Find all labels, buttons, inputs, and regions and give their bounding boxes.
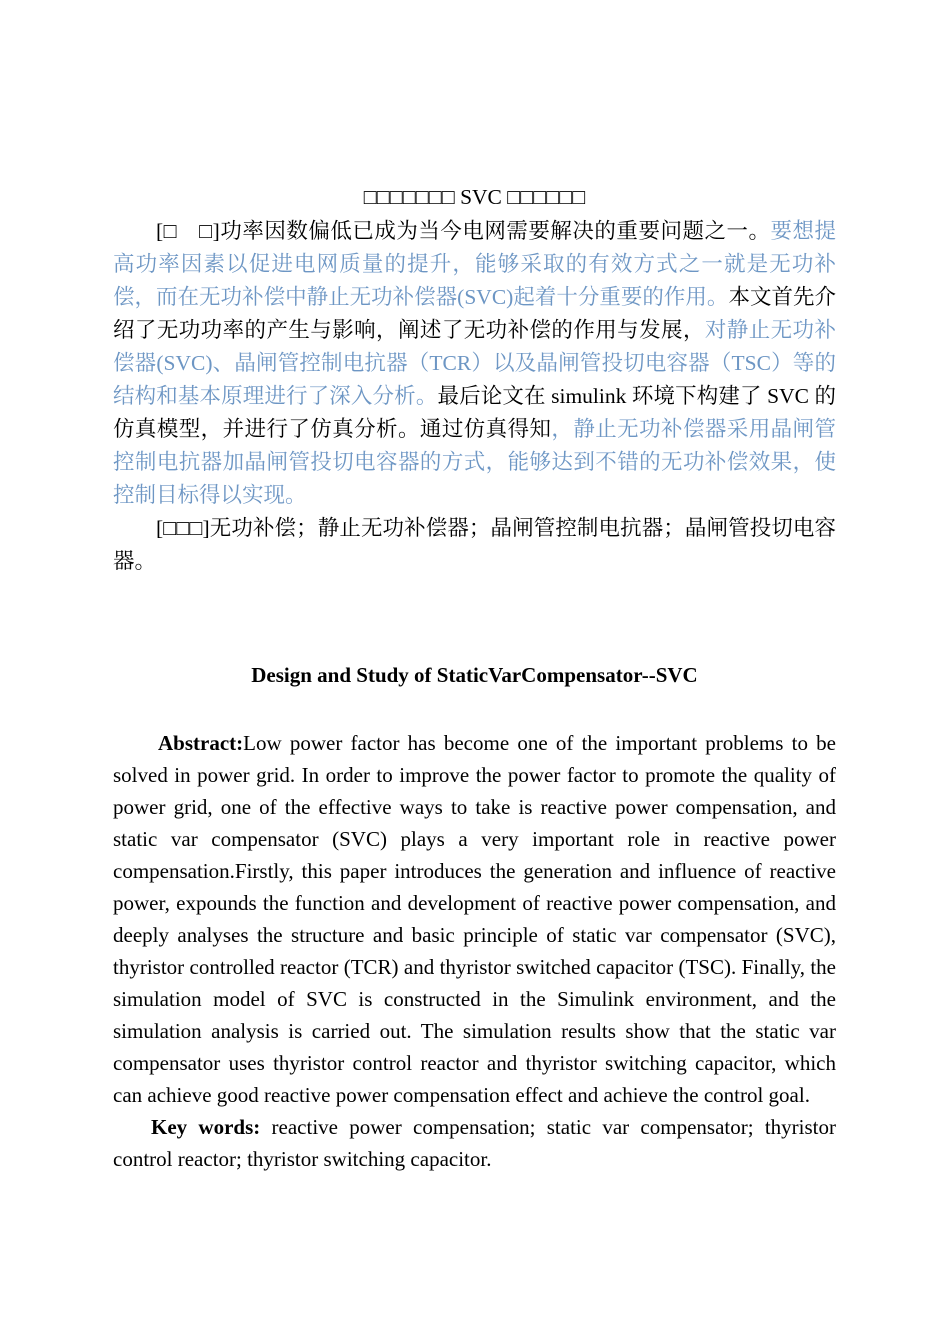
chinese-abstract-highlight-2: 对静止无功补偿器(SVC)、晶闸管控制电抗器（TCR）以及晶闸管投切电容器（TSC）等的结构和基本原理进行了深入分析。 [113, 318, 836, 408]
chinese-title: □□□□□□□ SVC □□□□□□ [363, 185, 586, 209]
english-keywords [113, 1111, 836, 1175]
chinese-abstract-segment-3: 本文首先介绍了无功功率的产生与影响，阐述了无功补偿的作用与发展， [113, 285, 836, 342]
title-gap [113, 689, 836, 727]
english-keywords-label: Key words: [151, 1115, 261, 1139]
chinese-abstract-label: [□ □] [156, 219, 220, 243]
english-abstract [113, 727, 836, 1111]
chinese-abstract [113, 215, 836, 512]
chinese-abstract-highlight-3: ，静止无功补偿器采用晶闸管控制电抗器加晶闸管投切电容器的方式，能够达到不错的无功补偿效果，使控制目标得以实现。 [113, 417, 836, 507]
chinese-abstract-segment-1: 功率因数偏低已成为当今电网需要解决的重要问题之一。 [219, 219, 771, 243]
section-gap [113, 578, 836, 661]
chinese-keywords-label: [□□□] [156, 516, 210, 540]
english-abstract-text: Low power factor has become one of the important problems to be solved in power grid. In order to improve the power factor to promote the quality of power grid, one of the effective ways to take is reactive power compensation, and static var compensator (SVC) plays a very important role in reactive power compensation.Firstly, this paper introduces the generation and influence of reactive power, expounds the function and development of reactive power compensation, and deeply analyses the structure and basic principle of static var compensator (SVC), thyristor controlled reactor (TCR) and thyristor switched capacitor (TSC). Finally, the simulation model of SVC is constructed in the Simulink environment, and the simulation analysis is carried out. The simulation results show that the static var compensator uses thyristor control reactor and thyristor switching capacitor, which can achieve good reactive power compensation effect and achieve the control goal. [113, 731, 836, 1107]
english-title: Design and Study of StaticVarCompensator--SVC [251, 663, 698, 687]
english-keywords-text: reactive power compensation; static var compensator; thyristor control reactor; thyristor switching capacitor. [113, 1115, 836, 1171]
chinese-abstract-highlight-1: 要想提高功率因素以促进电网质量的提升，能够采取的有效方式之一就是无功补偿，而在无功补偿中静止无功补偿器(SVC)起着十分重要的作用。 [113, 219, 836, 309]
chinese-keywords-text: 无功补偿；静止无功补偿器；晶闸管控制电抗器；晶闸管投切电容器。 [113, 516, 836, 573]
english-abstract-label: Abstract: [158, 731, 244, 755]
document-page [113, 183, 836, 1175]
chinese-abstract-segment-5: 最后论文在 simulink 环境下构建了 SVC 的仿真模型，并进行了仿真分析。通过仿真得知 [113, 384, 836, 441]
chinese-keywords [113, 512, 836, 578]
